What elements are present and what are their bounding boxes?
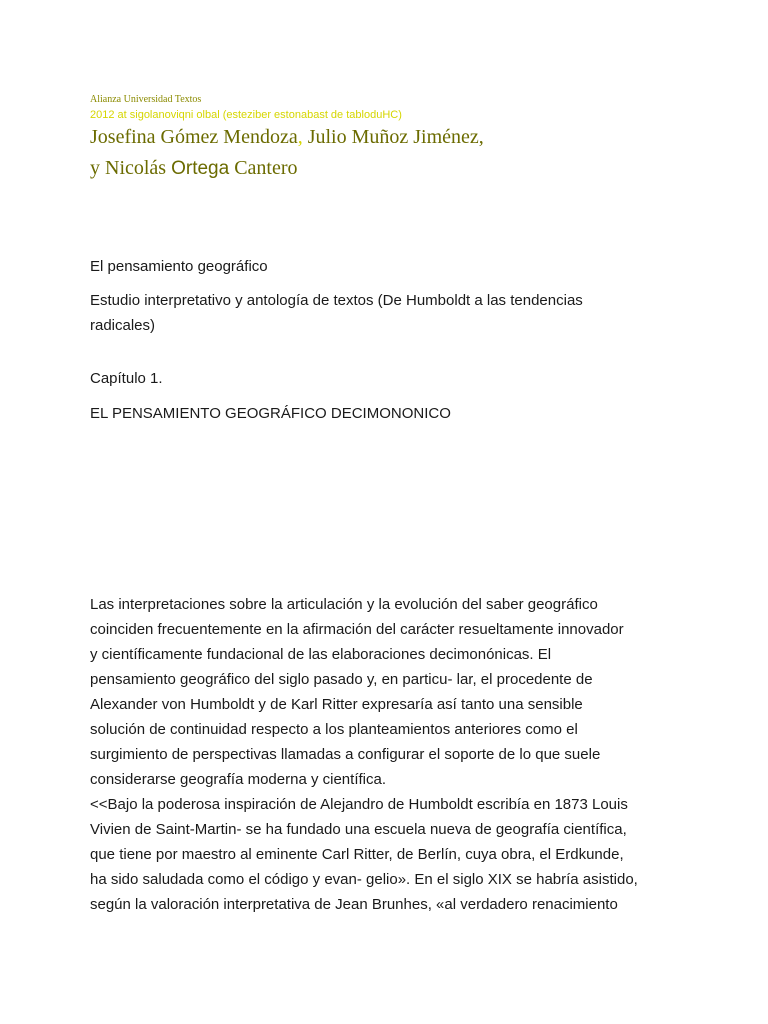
authors-line-2 (90, 157, 298, 180)
book-title: El pensamiento geográfico (90, 258, 268, 275)
author-cantero: Cantero (229, 157, 298, 179)
chapter-title: EL PENSAMIENTO GEOGRÁFICO DECIMONONICO (90, 405, 451, 422)
authors-line-1 (90, 126, 484, 149)
paragraph-line: coinciden frecuentemente en la afirmación del carácter resueltamente innovador (90, 621, 624, 638)
author-ortega: Ortega (171, 158, 230, 179)
mirrored-text-line: 2012 at sigolanoviqni olbal (esteziber estonabast de tabloduHC) (90, 109, 402, 121)
paragraph-line: considerarse geografía moderna y científica. (90, 771, 386, 788)
paragraph-line: Las interpretaciones sobre la articulación y la evolución del saber geográfico (90, 596, 598, 613)
publisher-line: Alianza Universidad Textos (90, 94, 202, 105)
paragraph-line: ha sido saludada como el código y evan- gelio». En el siglo XIX se habría asistido, (90, 871, 638, 888)
paragraph-line: Alexander von Humboldt y de Karl Ritter expresaría así tanto una sensible (90, 696, 583, 713)
body-paragraph (90, 592, 690, 917)
paragraph-line: Vivien de Saint-Martin- se ha fundado una escuela nueva de geografía científica, (90, 821, 627, 838)
paragraph-line: surgimiento de perspectivas llamadas a configurar el soporte de lo que suele (90, 746, 601, 763)
chapter-number: Capítulo 1. (90, 370, 163, 387)
book-subtitle: Estudio interpretativo y antología de textos (De Humboldt a las tendencias radicales) (90, 292, 583, 334)
paragraph-line: <<Bajo la poderosa inspiración de Alejandro de Humboldt escribía en 1873 Louis (90, 796, 628, 813)
paragraph-line: según la valoración interpretativa de Jean Brunhes, «al verdadero renacimiento (90, 896, 618, 913)
paragraph-line: solución de continuidad respecto a los planteamientos anteriores como el (90, 721, 578, 738)
paragraph-line: pensamiento geográfico del siglo pasado y, en particu- lar, el procedente de (90, 671, 593, 688)
paragraph-line: y científicamente fundacional de las elaboraciones decimonónicas. El (90, 646, 552, 663)
author-prefix: y Nicolás (90, 157, 172, 179)
author-separator: , (297, 126, 303, 148)
author-munoz-jimenez: Julio Muñoz Jiménez, (302, 126, 484, 148)
author-gomez-mendoza: Josefina Gómez Mendoza (90, 126, 298, 148)
paragraph-line: que tiene por maestro al eminente Carl Ritter, de Berlín, cuya obra, el Erdkunde, (90, 846, 624, 863)
